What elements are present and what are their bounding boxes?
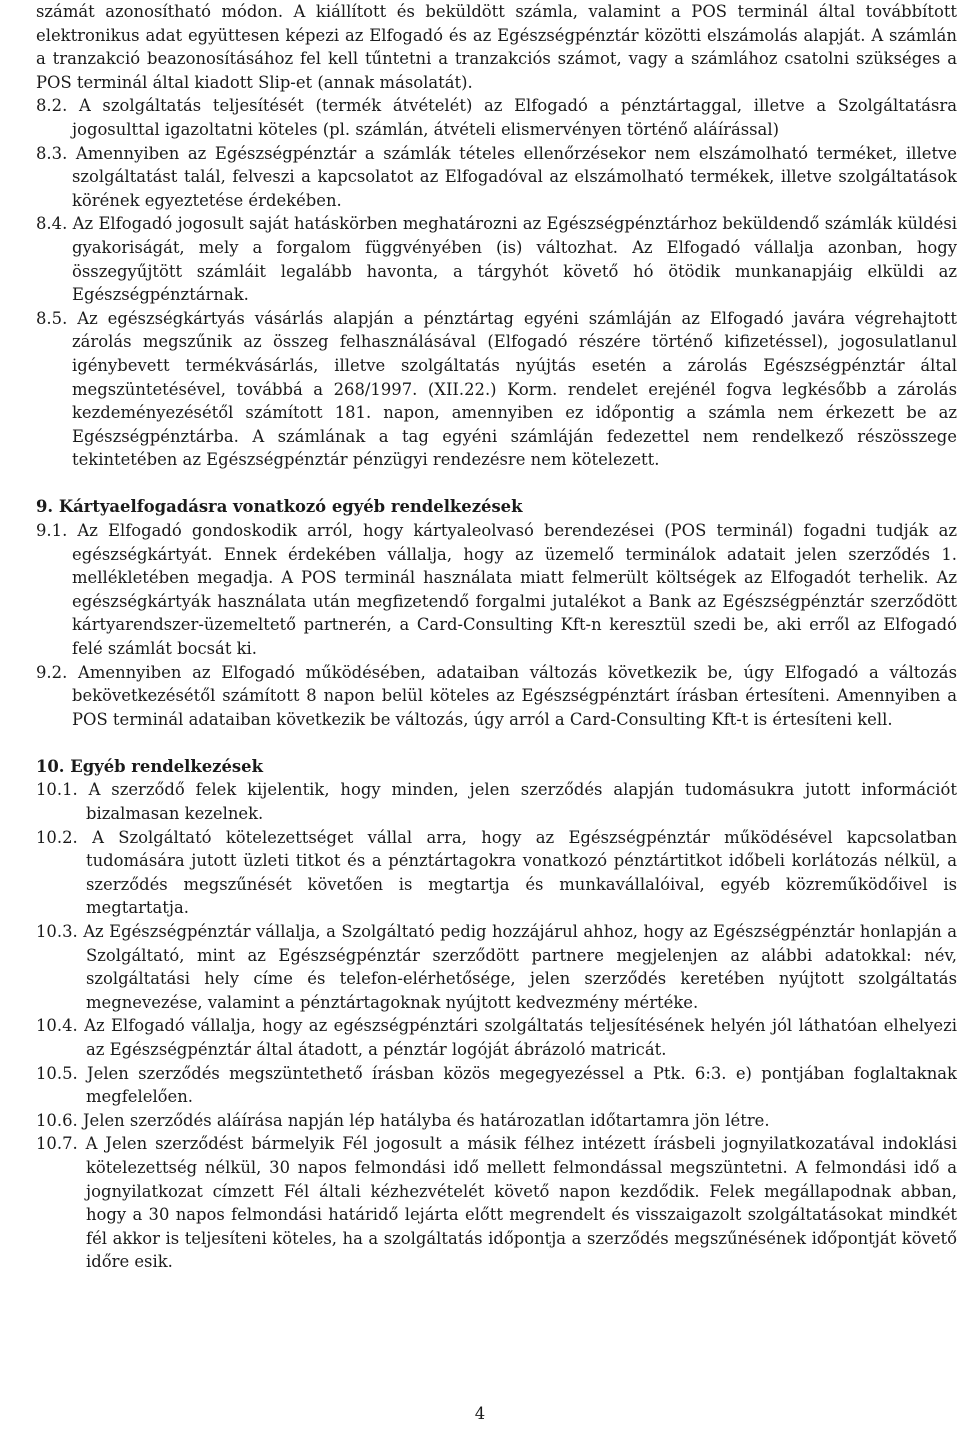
clause-text: Az Elfogadó jogosult saját hatáskörben meghatározni az Egészségpénztárhoz beküldendő számlák küldési gyakoriságát, mely a forgalom függvényében (is) változhat. Az Elfogadó vállalja azonban, hogy összegyűjtött számláit legalább havonta, a tárgyhót követő hó ötödik munkanapjáig elküldi az Egészségpénztárnak.	[72, 214, 957, 305]
clause-number: 9.2.	[36, 662, 68, 682]
clause-text: A Jelen szerződést bármelyik Fél jogosult a másik félhez intézett írásbeli jognyilatkozatával indoklási kötelezettség nélkül, 30 napos felmondási idő mellett felmondással megszüntetni. A felmondási idő a jognyilatkozat címzett Fél általi kézhezvételét követő napon kezdődik. Felek megállapodnak abban, hogy a 30 napos felmondási határidő lejárta előtt megrendelt és visszaigazolt szolgáltatásokat mindkét fél akkor is teljesíteni köteles, ha a szolgáltatás időpontja a szerződés megszűnésének időpontját követő időre esik.	[85, 1134, 957, 1272]
clause-number: 10.2.	[36, 827, 78, 847]
section-10-heading: 10. Egyéb rendelkezések	[36, 756, 263, 776]
clause-text: A szolgáltatás teljesítését (termék átvételét) az Elfogadó a pénztártaggal, illetve a Szolgáltatásra jogosulttal igazoltatni köteles (pl. számlán, átvételi elismervényen történő aláírással)	[72, 96, 957, 139]
clause-text: Az Elfogadó vállalja, hogy az egészségpénztári szolgáltatás teljesítésének helyén jól láthatóan elhelyezi az Egészségpénztár által átadott, a pénztár logóját ábrázoló matricát.	[84, 1016, 957, 1059]
clause-number: 8.2.	[36, 96, 68, 116]
clause-9-2	[36, 661, 957, 732]
section-10	[36, 755, 957, 1274]
intro-continuation-paragraph: számát azonosítható módon. A kiállított és beküldött számla, valamint a POS terminál által továbbított elektronikus adat együttesen képezi az Elfogadó és az Egészségpénztár közötti elszámolás alapját. A számlán a tranzakció beazonosításához fel kell tűntetni a tranzakciós számot, vagy a számlához csatolni szükséges a POS terminál által kiadott Slip-et (annak másolatát).	[36, 2, 957, 92]
clause-number: 8.5.	[36, 308, 68, 328]
clause-8-3	[36, 142, 957, 213]
section-9	[36, 495, 957, 731]
clause-text: A Szolgáltató kötelezettséget vállal arra, hogy az Egészségpénztár működésével kapcsolatban tudomására jutott üzleti titkot és a pénztártagokra vonatkozó pénztártitkot időbeli korlátozás nélkül, a szerződés megszűnését követően is megtartja és munkavállalóival, egyéb közreműködőivel is megtartatja.	[86, 827, 957, 918]
clause-number: 10.1.	[36, 780, 78, 800]
clause-10-4	[36, 1014, 957, 1061]
clause-text: Amennyiben az Elfogadó működésében, adataiban változás következik be, úgy Elfogadó a változás bekövetkezésétől számított 8 napon belül köteles az Egészségpénztárt írásban értesíteni. Amennyiben a POS terminál adataiban következik be változás, úgy arról a Card-Consulting Kft-t is értesíteni kell.	[72, 662, 957, 729]
clause-number: 10.5.	[36, 1063, 78, 1083]
clause-10-1	[36, 778, 957, 825]
section-8-list	[36, 94, 957, 472]
clause-10-5	[36, 1062, 957, 1109]
clause-number: 8.4.	[36, 214, 68, 234]
clause-text: Az Egészségpénztár vállalja, a Szolgáltató pedig hozzájárul ahhoz, hogy az Egészségpénztár honlapján a Szolgáltató, mint az Egészségpénztár szerződött partnere megjelenjen az alábbi adatokkal: név, szolgáltatási hely címe és telefon-elérhetősége, jelen szerződés keretében nyújtott szolgáltatás megnevezése, valamint a pénztártagoknak nyújtott kedvezmény mértéke.	[83, 921, 957, 1012]
page-number: 4	[474, 1404, 486, 1423]
clause-10-3	[36, 920, 957, 1014]
clause-number: 8.3.	[36, 143, 68, 163]
clause-text: A szerződő felek kijelentik, hogy minden, jelen szerződés alapján tudomásukra jutott információt bizalmasan kezelnek.	[86, 780, 957, 823]
clause-number: 10.4.	[36, 1016, 78, 1036]
clause-text: Az egészségkártyás vásárlás alapján a pénztártag egyéni számláján az Elfogadó javára végrehajtott zárolás megszűnik az összeg felhasználásával (Elfogadó részére történő kifizetéssel), jogosulatlanul igénybevett termékvásárlás, illetve szolgáltatás nyújtás esetén a zárolás Egészségpénztár által megszüntetésével, továbbá a 268/1997. (XII.22.) Korm. rendelet erejénél fogva legkésőbb a zárolás kezdeményezésétől számított 181. napon, amennyiben ez időpontig a számla nem érkezett be az Egészségpénztárba. A számlának a tag egyéni számláján fedezettel nem rendelkező részösszege tekintetében az Egészségpénztár pénzügyi rendezésre nem kötelezett.	[72, 308, 957, 470]
clause-9-1	[36, 519, 957, 661]
spacer	[36, 731, 957, 755]
clause-10-6	[36, 1109, 957, 1133]
clause-text: Jelen szerződés megszüntethető írásban közös megegyezéssel a Ptk. 6:3. e) pontjában foglaltaknak megfelelően.	[86, 1063, 957, 1107]
document-page	[36, 0, 957, 1274]
clause-10-2	[36, 826, 957, 920]
clause-8-4	[36, 212, 957, 306]
clause-text: Amennyiben az Egészségpénztár a számlák tételes ellenőrzésekor nem elszámolható terméket, illetve szolgáltatást talál, felveszi a kapcsolatot az Elfogadóval az elszámolható termékek, illetve szolgáltatások körének egyeztetése érdekében.	[72, 143, 957, 210]
clause-number: 10.6.	[36, 1110, 78, 1130]
clause-10-7	[36, 1132, 957, 1274]
clause-number: 9.1.	[36, 520, 68, 540]
spacer	[36, 472, 957, 496]
clause-8-5	[36, 307, 957, 472]
clause-8-2	[36, 94, 957, 141]
clause-text: Jelen szerződés aláírása napján lép hatályba és határozatlan időtartamra jön létre.	[82, 1110, 770, 1130]
clause-number: 10.3.	[36, 921, 78, 941]
clause-number: 10.7.	[36, 1134, 78, 1154]
section-9-heading: 9. Kártyaelfogadásra vonatkozó egyéb rendelkezések	[36, 497, 523, 517]
clause-text: Az Elfogadó gondoskodik arról, hogy kártyaleolvasó berendezései (POS terminál) fogadni tudják az egészségkártyát. Ennek érdekében vállalja, hogy az üzemelő terminálok adatait jelen szerződés 1. mellékletében megadja. A POS terminál használata miatt felmerült költségek az Elfogadót terhelik. Az egészségkártyák használata után megfizetendő forgalmi jutalékot a Bank az Egészségpénztár szerződött kártyarendszer-üzemeltető partnerén, a Card-Consulting Kft-n keresztül szedi be, aki erről az Elfogadó felé számlát bocsát ki.	[72, 520, 957, 658]
